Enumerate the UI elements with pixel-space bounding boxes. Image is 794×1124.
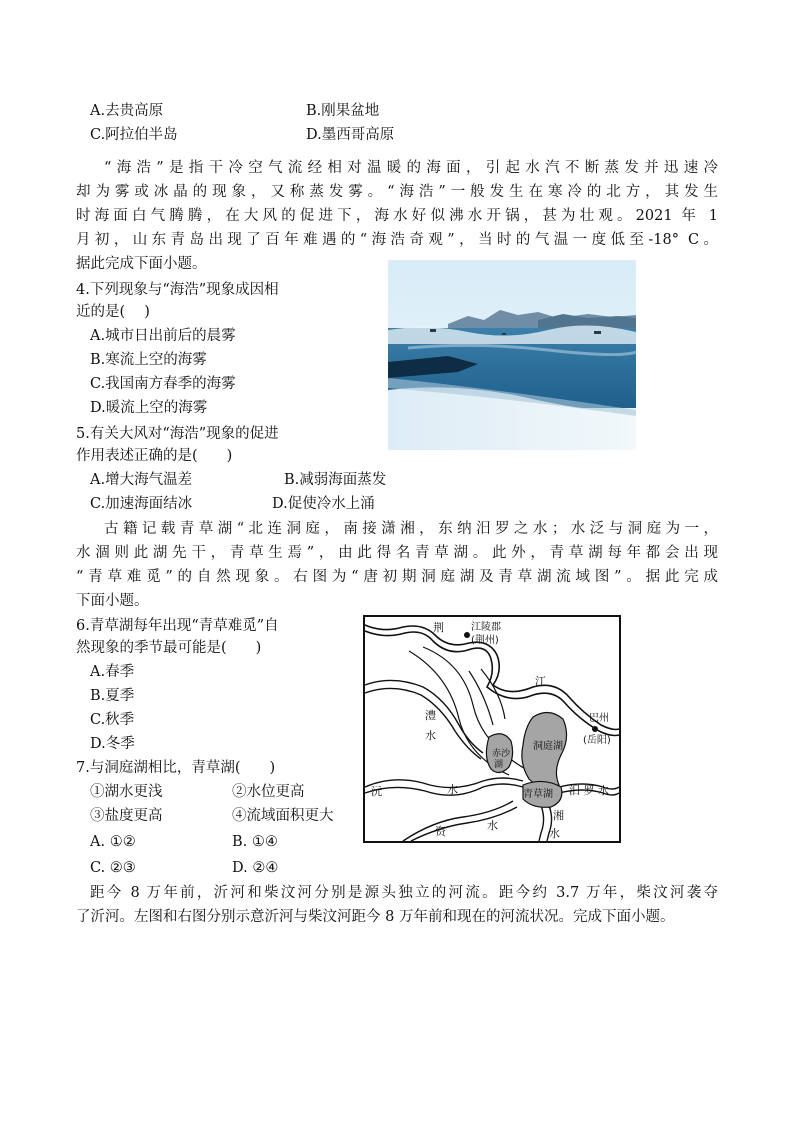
p1-line-3: 时海面白气腾腾，在大风的促进下，海水好似沸水开锅，甚为壮观。2021 年 1 [76,208,718,224]
map-label-xiang: 湘 [553,809,564,822]
q7-statement-4: ④流域面积更大 [232,808,334,824]
p1-line-1: “海浩”是指干冷空气流经相对温暖的海面，引起水汽不断蒸发并迅速冷 [104,160,718,176]
map-label-xiang-shui: 水 [549,827,560,840]
q7-statement-3: ③盐度更高 [90,808,163,824]
map-label-dongting-lake: 洞庭湖 [533,741,563,752]
q7-option-d: D. ②④ [232,860,279,876]
map-label-jiang: 江 [535,675,546,688]
q5-option-c: C.加速海面结冰 [90,496,193,512]
map-label-qingcao-lake: 青草湖 [523,789,553,800]
p2-line-1: 古籍记载青草湖“北连洞庭，南接潇湘，东纳汨罗之水；水泛与洞庭为一， [104,521,718,537]
dongting-qingcao-map [363,615,621,843]
q6-option-a: A.春季 [90,664,135,680]
map-label-jingzhou: (荆州) [471,635,499,646]
q4-option-b: B.寒流上空的海雾 [90,352,207,368]
map-label-li: 澧 [425,709,436,722]
q5-option-b: B.减弱海面蒸发 [284,472,387,488]
sea-smoke-photo [388,260,636,450]
p3-line-1: 距今 8 万年前，沂河和柴汶河分别是源头独立的河流。距今约 3.7 万年，柴汶河袭夺 [90,885,718,901]
q3-option-a: A.去贵高原 [90,103,164,119]
map-label-li-shui: 水 [425,729,436,742]
q6-stem-line-2: 然现象的季节最可能是( ) [76,640,262,656]
q6-option-d: D.冬季 [90,736,135,752]
q4-option-a: A.城市日出前后的晨雾 [90,328,236,344]
q4-stem-line-2: 近的是( ) [76,304,150,320]
q6-option-c: C.秋季 [90,712,135,728]
q3-option-c: C.阿拉伯半岛 [90,127,178,143]
p2-line-3: “青草难觅”的自然现象。右图为“唐初期洞庭湖及青草湖流域图”。据此完成 [76,569,718,585]
p3-line-2: 了沂河。左图和右图分别示意沂河与柴汶河距今 8 万年前和现在的河流状况。完成下面小题。 [76,909,675,925]
p2-line-2: 水涸则此湖先干，青草生焉”，由此得名青草湖。此外，青草湖每年都会出现 [76,545,718,561]
q7-stem: 7.与洞庭湖相比，青草湖( ) [76,760,276,776]
q5-option-a: A.增大海气温差 [90,472,193,488]
map-label-bazhou: 巴州 [589,713,609,724]
q3-option-d: D.墨西哥高原 [306,127,395,143]
map-label-yuan: 沅 [371,785,382,798]
q5-stem-line-2: 作用表述正确的是( ) [76,448,233,464]
p1-line-2: 却为雾或冰晶的现象，又称蒸发雾。“海浩”一般发生在寒冷的北方，其发生 [76,184,718,200]
q7-statement-1: ①湖水更浅 [90,784,163,800]
q7-option-a: A. ①② [90,834,136,850]
map-label-jiangling: 江陵郡 [471,622,501,633]
q7-option-b: B. ①④ [232,834,278,850]
map-label-zi: 资 [435,825,446,838]
p1-line-4: 月初，山东青岛出现了百年难遇的“海浩奇观”，当时的气温一度低至-18° C。 [76,232,718,248]
map-label-yueyang: (岳阳) [583,735,611,746]
q5-stem-line-1: 5.有关大风对“海浩”现象的促进 [76,426,279,442]
q7-option-c: C. ②③ [90,860,136,876]
map-label-miluo-shui: 汨 罗 水 [569,784,609,797]
q4-option-d: D.暖流上空的海雾 [90,400,208,416]
map-label-chisha-hu: 湖 [494,760,504,770]
p1-line-5: 据此完成下面小题。 [76,256,207,272]
q4-option-c: C.我国南方春季的海雾 [90,376,236,392]
q4-stem-line-1: 4.下列现象与“海浩”现象成因相 [76,282,279,298]
q7-statement-2: ②水位更高 [232,784,305,800]
p2-line-4: 下面小题。 [76,593,149,609]
map-label-jing: 荆 [433,621,444,634]
q3-option-b: B.刚果盆地 [306,103,380,119]
q6-option-b: B.夏季 [90,688,135,704]
map-label-chisha: 赤沙 [492,749,511,759]
map-label-zi-shui: 水 [487,819,498,832]
q5-option-d: D.促使冷水上涌 [272,496,375,512]
map-label-yuan-shui: 水 [447,783,458,796]
q6-stem-line-1: 6.青草湖每年出现“青草难觅”自 [76,618,279,634]
